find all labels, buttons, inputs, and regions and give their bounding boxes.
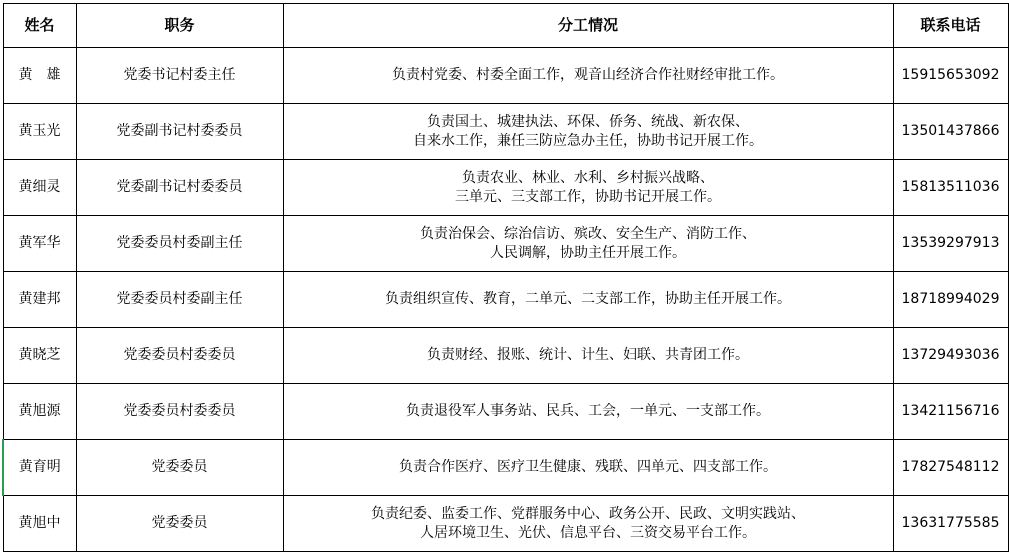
table-row (3, 440, 1008, 496)
duty-line: 负责村党委、村委全面工作，观音山经济合作社财经审批工作。 (392, 67, 784, 83)
cell-name[interactable]: 黄育明 (3, 440, 76, 496)
cell-duties[interactable] (283, 272, 893, 328)
cell-duties[interactable] (283, 384, 893, 440)
cell-position[interactable]: 党委委员 (76, 440, 283, 496)
cell-name[interactable]: 黄细灵 (3, 160, 76, 216)
duty-line: 负责治保会、综治信访、殡改、安全生产、消防工作、 (420, 225, 756, 242)
cell-position[interactable]: 党委委员村委副主任 (76, 272, 283, 328)
duty-line: 三单元、三支部工作，协助书记开展工作。 (455, 188, 721, 205)
cell-position[interactable]: 党委委员村委委员 (76, 384, 283, 440)
cell-name[interactable]: 黄 雄 (3, 48, 76, 104)
table-row (3, 496, 1008, 552)
cell-position[interactable]: 党委委员村委委员 (76, 328, 283, 384)
duty-line: 人居环境卫生、光伏、信息平台、三资交易平台工作。 (420, 524, 756, 541)
table-row (3, 384, 1008, 440)
duty-line: 负责财经、报账、统计、计生、妇联、共青团工作。 (427, 347, 749, 363)
table-body (3, 48, 1008, 552)
cell-duties[interactable] (283, 48, 893, 104)
cell-name[interactable]: 黄建邦 (3, 272, 76, 328)
duty-line: 负责农业、林业、水利、乡村振兴战略、 (462, 169, 714, 186)
duty-line: 负责组织宣传、教育，二单元、二支部工作，协助主任开展工作。 (385, 291, 791, 307)
header-phone[interactable]: 联系电话 (893, 4, 1008, 48)
header-duties[interactable]: 分工情况 (283, 4, 893, 48)
cell-position[interactable]: 党委委员村委副主任 (76, 216, 283, 272)
table-row (3, 328, 1008, 384)
cell-position[interactable]: 党委书记村委主任 (76, 48, 283, 104)
table-row (3, 104, 1008, 160)
header-row (3, 4, 1008, 48)
cell-duties[interactable] (283, 440, 893, 496)
cell-duties[interactable] (283, 160, 893, 216)
cell-phone[interactable]: 17827548112 (893, 440, 1008, 496)
cell-position[interactable]: 党委副书记村委委员 (76, 104, 283, 160)
cell-phone[interactable]: 13631775585 (893, 496, 1008, 552)
cell-name[interactable]: 黄玉光 (3, 104, 76, 160)
duty-line: 人民调解，协助主任开展工作。 (490, 244, 686, 261)
cell-phone[interactable]: 18718994029 (893, 272, 1008, 328)
duty-line: 负责合作医疗、医疗卫生健康、残联、四单元、四支部工作。 (399, 459, 777, 475)
duty-line: 负责国土、城建执法、环保、侨务、统战、新农保、 (427, 113, 749, 130)
table-row (3, 48, 1008, 104)
cell-duties[interactable] (283, 104, 893, 160)
cell-phone[interactable]: 13539297913 (893, 216, 1008, 272)
table-row (3, 160, 1008, 216)
duty-line: 负责退役军人事务站、民兵、工会，一单元、一支部工作。 (406, 403, 770, 419)
duty-line: 自来水工作，兼任三防应急办主任，协助书记开展工作。 (413, 132, 763, 149)
cell-duties[interactable] (283, 496, 893, 552)
table-row (3, 272, 1008, 328)
cell-phone[interactable]: 13501437866 (893, 104, 1008, 160)
cell-name[interactable]: 黄旭源 (3, 384, 76, 440)
cell-duties[interactable] (283, 328, 893, 384)
cell-name[interactable]: 黄军华 (3, 216, 76, 272)
cell-name[interactable]: 黄旭中 (3, 496, 76, 552)
cell-phone[interactable]: 13421156716 (893, 384, 1008, 440)
cell-phone[interactable]: 15813511036 (893, 160, 1008, 216)
staff-duty-table (2, 3, 1009, 552)
cell-name[interactable]: 黄晓芝 (3, 328, 76, 384)
cell-phone[interactable]: 13729493036 (893, 328, 1008, 384)
table-row (3, 216, 1008, 272)
cell-position[interactable]: 党委副书记村委委员 (76, 160, 283, 216)
cell-phone[interactable]: 15915653092 (893, 48, 1008, 104)
cell-position[interactable]: 党委委员 (76, 496, 283, 552)
header-name[interactable]: 姓名 (3, 4, 76, 48)
cell-duties[interactable] (283, 216, 893, 272)
duty-line: 负责纪委、监委工作、党群服务中心、政务公开、民政、文明实践站、 (371, 505, 805, 522)
header-position[interactable]: 职务 (76, 4, 283, 48)
